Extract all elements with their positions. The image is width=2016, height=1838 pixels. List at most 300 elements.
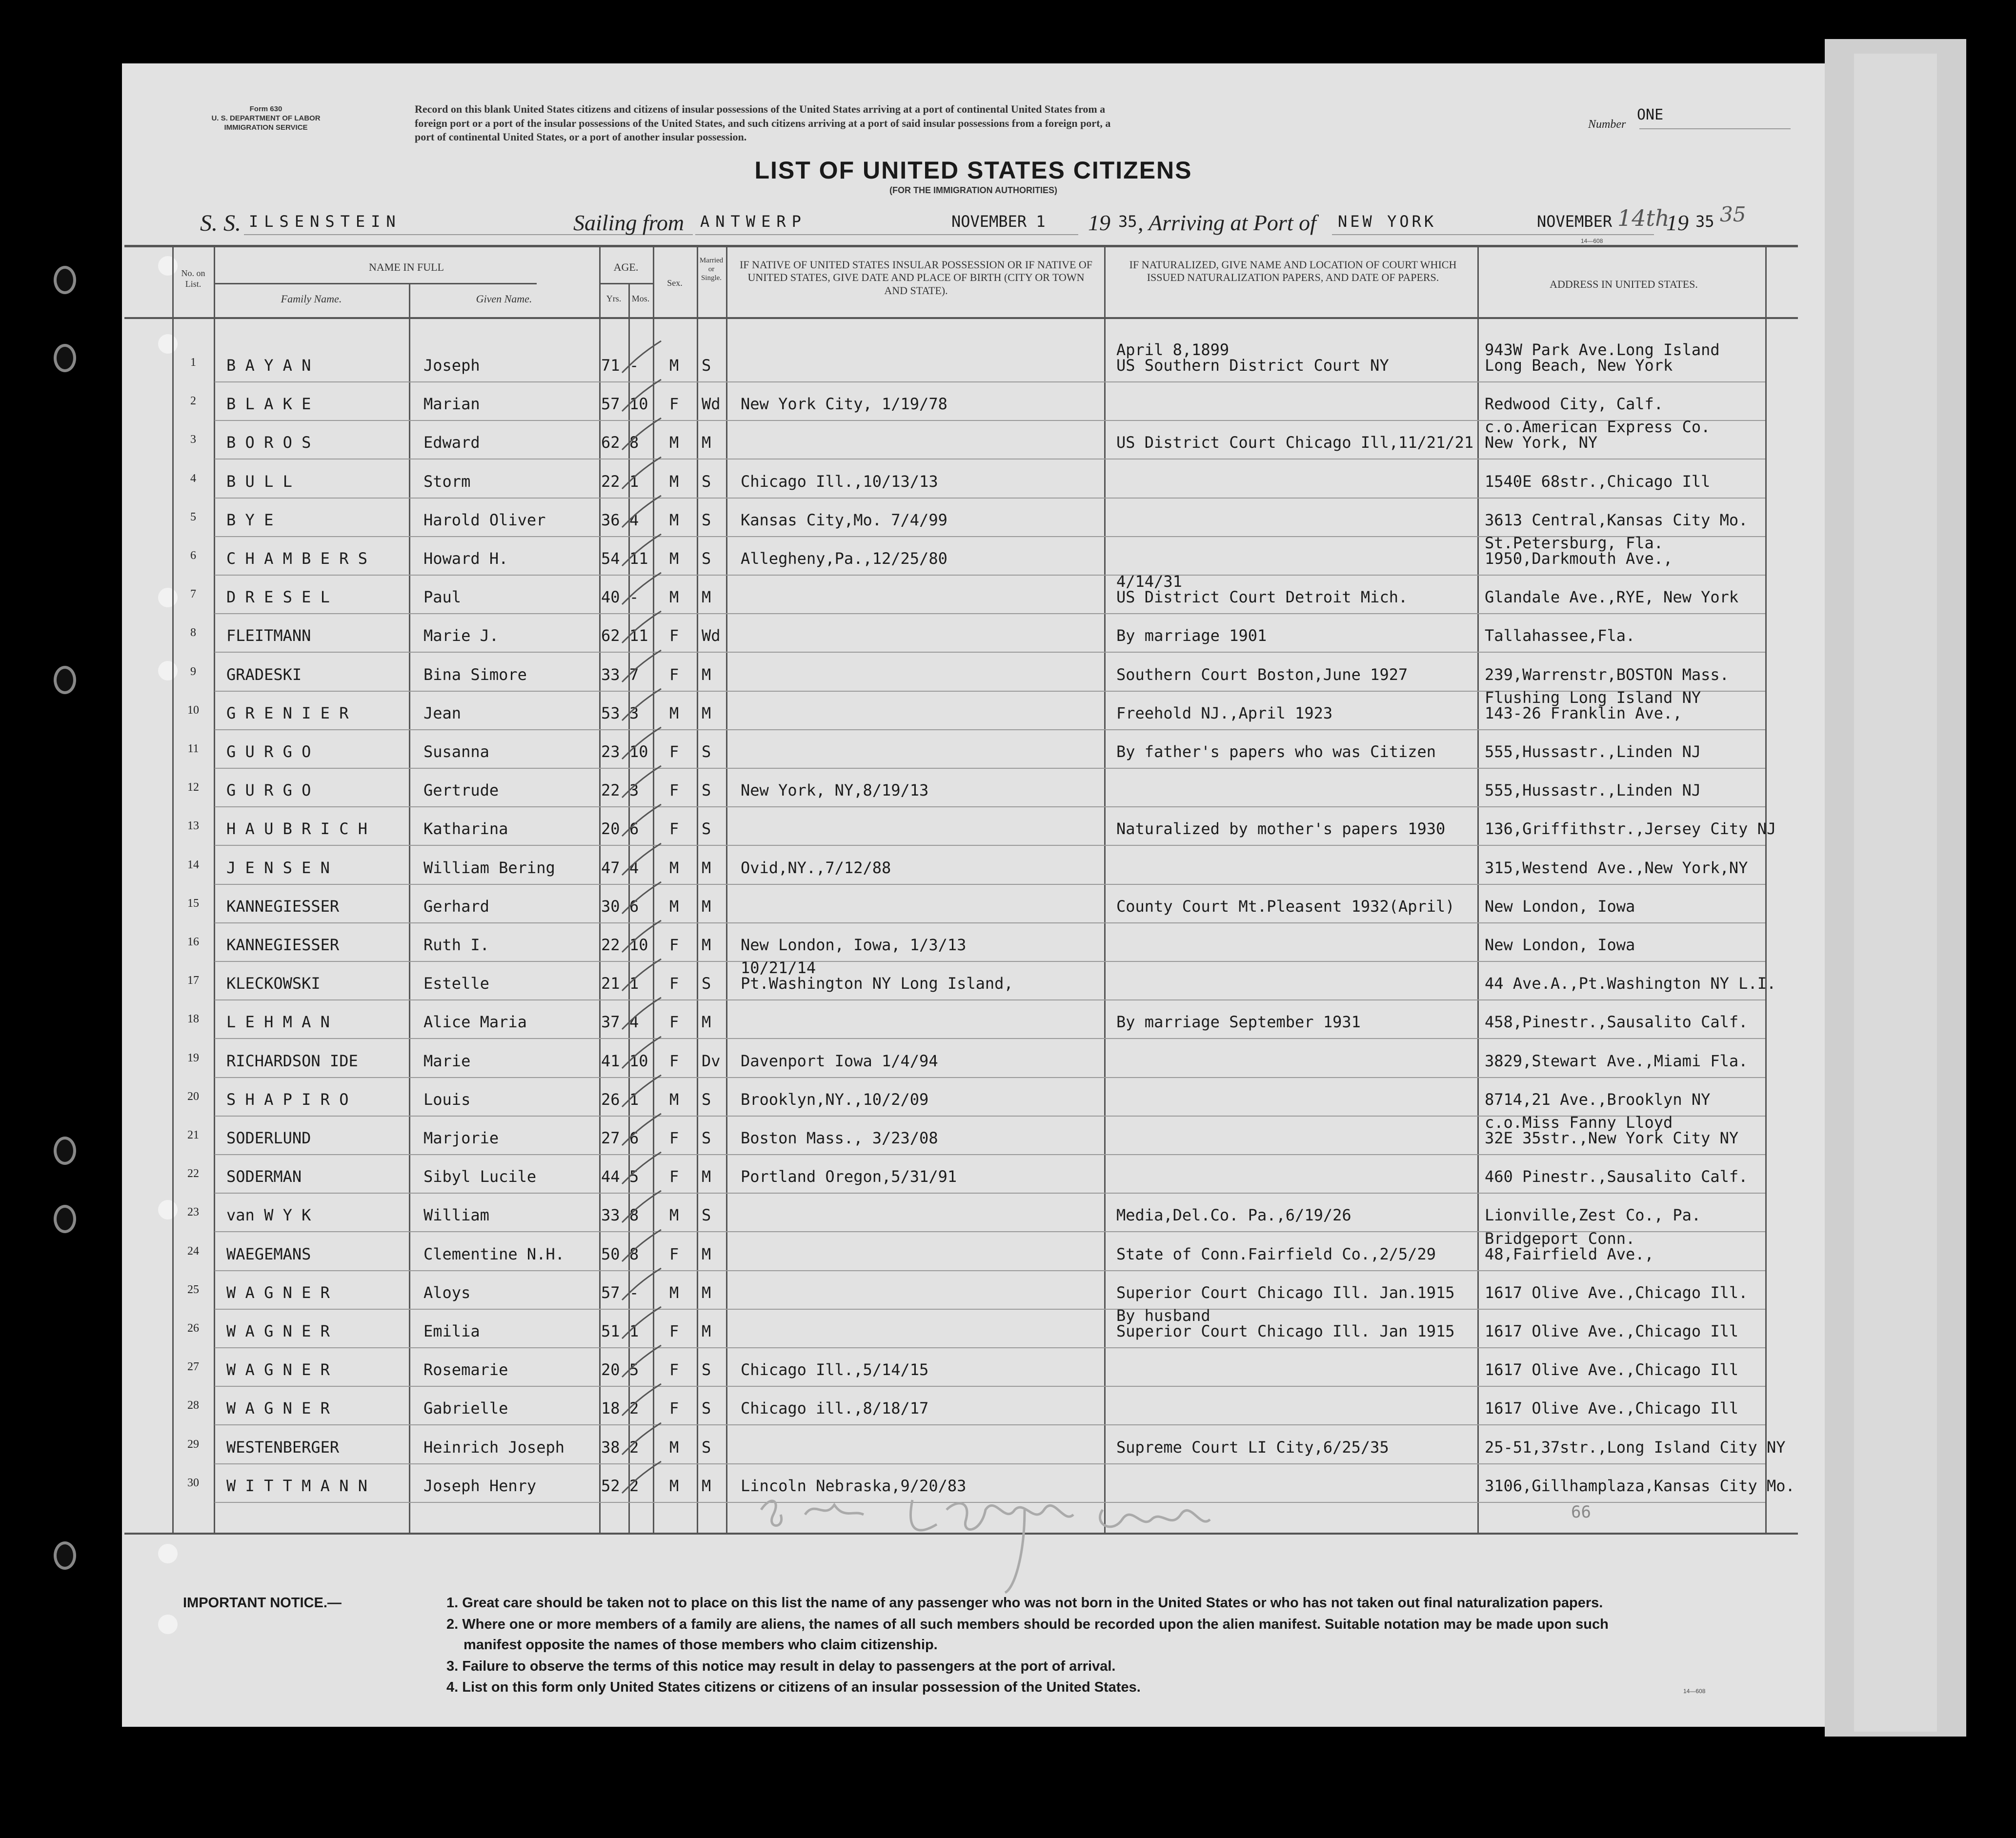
age-years: 41	[601, 1051, 620, 1070]
age-years: 18	[601, 1399, 620, 1418]
marital-status: S	[702, 1090, 711, 1109]
inspector-signature	[751, 1480, 1239, 1607]
sex: F	[669, 974, 679, 993]
marital-status: M	[702, 588, 711, 607]
given-name: Katharina	[423, 819, 508, 839]
row-number: 30	[187, 1476, 199, 1489]
list-number: ONE	[1637, 106, 1664, 123]
age-months: 4	[629, 858, 639, 877]
tally-check-mark	[620, 1073, 664, 1112]
address-line: 1617 Olive Ave.,Chicago Ill	[1485, 1399, 1739, 1418]
age-years: 40	[601, 588, 620, 607]
binder-hole	[54, 666, 76, 694]
given-name: Rosemarie	[423, 1360, 508, 1379]
column-divider	[214, 245, 215, 1533]
address-line: Lionville,Zest Co., Pa.	[1485, 1206, 1701, 1225]
table-top-border	[124, 245, 1798, 247]
sex: F	[669, 1051, 679, 1070]
header-mos: Mos.	[631, 294, 650, 303]
family-name: RICHARDSON IDE	[226, 1051, 358, 1070]
naturalization-info-line: Southern Court Boston,June 1927	[1116, 665, 1408, 684]
birth-info-line: New York, NY,8/19/13	[741, 781, 929, 800]
punch-hole	[158, 334, 178, 354]
family-name: van W Y K	[226, 1206, 311, 1225]
row-rule	[215, 1154, 1765, 1155]
address-line: St.Petersburg, Fla.	[1485, 534, 1664, 552]
given-name: Jean	[423, 703, 462, 722]
row-rule	[215, 845, 1765, 846]
marital-status: S	[702, 1438, 711, 1457]
given-name: Clementine N.H.	[423, 1244, 564, 1263]
tally-check-mark	[620, 879, 664, 919]
row-number: 1	[190, 356, 196, 369]
address-line: 8714,21 Ave.,Brooklyn NY	[1485, 1090, 1711, 1109]
tally-check-mark	[620, 377, 664, 416]
family-name: B O R O S	[226, 433, 311, 452]
age-years: 22	[601, 781, 620, 800]
row-rule	[215, 652, 1765, 653]
tally-check-mark	[620, 1111, 664, 1150]
marital-status: Wd	[702, 395, 721, 414]
row-number: 26	[187, 1322, 199, 1335]
age-months: 1	[629, 1090, 639, 1109]
binder-hole	[54, 1541, 76, 1570]
row-number: 13	[187, 819, 199, 833]
address-line: c.o.Miss Fanny Lloyd	[1485, 1113, 1673, 1132]
age-months: 5	[629, 1167, 639, 1186]
given-name: Sibyl Lucile	[423, 1167, 537, 1186]
age-months: 11	[629, 549, 648, 568]
row-number: 17	[187, 974, 199, 987]
header-married-single: Married or Single.	[699, 257, 724, 282]
family-name: G U R G O	[226, 742, 311, 761]
notice-item-1: 1. Great care should be taken not to place on this list the name of any passenger who was not born in the United States or who has not taken out final naturalization papers.	[446, 1595, 1603, 1611]
age-months: 6	[629, 1129, 639, 1147]
row-rule	[215, 459, 1765, 460]
age-years: 21	[601, 974, 620, 993]
marital-status: M	[702, 897, 711, 916]
punch-hole	[158, 1544, 178, 1563]
address-line: Long Beach, New York	[1485, 356, 1673, 375]
naturalization-info-line: State of Conn.Fairfield Co.,2/5/29	[1116, 1244, 1436, 1263]
family-name: G U R G O	[226, 781, 311, 800]
sex: F	[669, 819, 679, 839]
tally-check-mark	[620, 1381, 664, 1420]
address-line: Bridgeport Conn.	[1485, 1229, 1635, 1248]
sex: F	[669, 936, 679, 954]
address-line: 1540E 68str.,Chicago Ill	[1485, 472, 1711, 491]
from-port: ANTWERP	[700, 212, 807, 231]
back-page-edge	[1854, 54, 1937, 1732]
header-sex: Sex.	[667, 278, 683, 288]
naturalization-info-line: By marriage 1901	[1116, 626, 1267, 645]
naturalization-info-line: 4/14/31	[1116, 572, 1182, 591]
intro-line: foreign port or a port of the insular possessions of the United States, and such citizens arriving at a port of said insular possessions from a foreign port, a	[415, 117, 1111, 129]
marital-status: S	[702, 356, 711, 375]
naturalization-info-line: US Southern District Court NY	[1116, 356, 1389, 375]
address-line: 239,Warrenstr,BOSTON Mass.	[1485, 665, 1729, 684]
row-number: 10	[187, 703, 199, 717]
address-line: 1617 Olive Ave.,Chicago Ill.	[1485, 1283, 1748, 1302]
row-rule	[215, 613, 1765, 614]
column-divider	[599, 245, 601, 1533]
age-years: 71	[601, 356, 620, 375]
tally-check-mark	[620, 609, 664, 648]
marital-status: M	[702, 703, 711, 722]
marital-status: S	[702, 472, 711, 491]
marital-status: M	[702, 936, 711, 954]
row-rule	[215, 1424, 1765, 1425]
age-months: 1	[629, 1322, 639, 1340]
naturalization-info-line: Supreme Court LI City,6/25/35	[1116, 1438, 1389, 1457]
sex: F	[669, 1013, 679, 1032]
sex: F	[669, 1244, 679, 1263]
age-months: 2	[629, 1476, 639, 1495]
row-rule	[215, 961, 1765, 962]
address-line: 25-51,37str.,Long Island City NY	[1485, 1438, 1786, 1457]
age-months: 4	[629, 1013, 639, 1032]
age-years: 22	[601, 472, 620, 491]
sex: M	[669, 1283, 679, 1302]
row-number: 25	[187, 1283, 199, 1296]
row-number: 3	[190, 433, 196, 446]
address-line: New London, Iowa	[1485, 936, 1635, 954]
birth-info-line: Davenport Iowa 1/4/94	[741, 1051, 938, 1070]
sex: F	[669, 1399, 679, 1418]
sex: M	[669, 588, 679, 607]
age-years: 62	[601, 433, 620, 452]
age-years: 36	[601, 510, 620, 529]
form-id-block	[198, 105, 334, 132]
age-months: 11	[629, 626, 648, 645]
age-months: -	[629, 356, 639, 375]
notice-item-2: 2. Where one or more members of a family are aliens, the names of all such members should be recorded upon the alien manifest. Suitable notation may be made upon such	[446, 1617, 1609, 1632]
tally-check-mark	[620, 455, 664, 494]
sex: M	[669, 858, 679, 877]
naturalization-info-line: By marriage September 1931	[1116, 1013, 1361, 1032]
given-name: Bina Simore	[423, 665, 527, 684]
age-months: 4	[629, 510, 639, 529]
naturalization-info-line: County Court Mt.Pleasent 1932(April)	[1116, 897, 1455, 916]
age-months: 10	[629, 742, 648, 761]
row-rule	[215, 575, 1765, 576]
age-months: 3	[629, 781, 639, 800]
sail-date-underline	[937, 234, 1078, 235]
arrive-day: 14th	[1617, 205, 1670, 231]
birth-info-line: Lincoln Nebraska,9/20/83	[741, 1476, 967, 1495]
age-months: 2	[629, 1399, 639, 1418]
age-months: 8	[629, 433, 639, 452]
row-number: 14	[187, 858, 199, 871]
row-number: 11	[187, 742, 199, 755]
given-name: Marie	[423, 1051, 471, 1070]
family-name: KANNEGIESSER	[226, 897, 340, 916]
punch-hole	[158, 1615, 178, 1634]
family-name: W A G N E R	[226, 1399, 330, 1418]
age-years: 30	[601, 897, 620, 916]
column-divider	[1477, 245, 1479, 1533]
marital-status: M	[702, 1283, 711, 1302]
marital-status: S	[702, 510, 711, 529]
row-number: 4	[190, 472, 196, 485]
age-years: 57	[601, 395, 620, 414]
family-name: KLECKOWSKI	[226, 974, 321, 993]
manifest-sheet	[122, 63, 1825, 1727]
ss-label: S. S.	[200, 210, 241, 236]
row-rule	[215, 1193, 1765, 1194]
marital-status: M	[702, 665, 711, 684]
notice-item-4: 4. List on this form only United States citizens or citizens of an insular possession of the United States.	[446, 1679, 1141, 1695]
family-name: J E N S E N	[226, 858, 330, 877]
tally-check-mark	[620, 416, 664, 455]
address-line: 1617 Olive Ave.,Chicago Ill	[1485, 1360, 1739, 1379]
address-line: 3829,Stewart Ave.,Miami Fla.	[1485, 1051, 1748, 1070]
given-name: Alice Maria	[423, 1013, 527, 1032]
row-number: 7	[190, 588, 196, 601]
age-years: 50	[601, 1244, 620, 1263]
header-name-in-full: NAME IN FULL	[369, 261, 444, 273]
given-name: Marian	[423, 395, 480, 414]
notice-heading: IMPORTANT NOTICE.—	[183, 1595, 342, 1611]
age-years: 20	[601, 819, 620, 839]
header-yrs: Yrs.	[606, 294, 622, 303]
column-divider	[697, 245, 698, 1533]
page-subtitle: (FOR THE IMMIGRATION AUTHORITIES)	[889, 185, 1057, 195]
tally-check-mark	[620, 1304, 664, 1343]
naturalization-info-line: Superior Court Chicago Ill. Jan.1915	[1116, 1283, 1455, 1302]
header-address: ADDRESS IN UNITED STATES.	[1550, 278, 1698, 290]
row-rule	[215, 1386, 1765, 1387]
header-family-name: Family Name.	[281, 293, 342, 305]
naturalization-info-line: US District Court Detroit Mich.	[1116, 588, 1408, 607]
table-header-bottom	[124, 317, 1798, 319]
marital-status: M	[702, 1322, 711, 1340]
column-divider	[726, 245, 727, 1533]
birth-info-line: Chicago Ill.,5/14/15	[741, 1360, 929, 1379]
notice-item-2-cont: manifest opposite the names of those members who claim citizenship.	[464, 1637, 938, 1653]
notice-item-3: 3. Failure to observe the terms of this notice may result in delay to passengers at the port of arrival.	[446, 1658, 1116, 1674]
sex: M	[669, 1090, 679, 1109]
age-months: 2	[629, 1438, 639, 1457]
tally-check-mark	[620, 493, 664, 532]
naturalization-info-line: US District Court Chicago Ill,11/21/21	[1116, 433, 1474, 452]
family-name: WESTENBERGER	[226, 1438, 340, 1457]
birth-info-line: Boston Mass., 3/23/08	[741, 1129, 938, 1147]
family-name: B Y E	[226, 510, 274, 529]
year-suffix: 35	[1118, 212, 1137, 231]
family-name: WAEGEMANS	[226, 1244, 311, 1263]
header-given-name: Given Name.	[476, 293, 532, 305]
arrive-date: NOVEMBER	[1537, 212, 1613, 231]
column-divider	[409, 283, 410, 1533]
family-name: SODERMAN	[226, 1167, 302, 1186]
column-divider	[1104, 245, 1106, 1533]
row-number: 22	[187, 1167, 199, 1180]
marital-status: S	[702, 781, 711, 800]
age-months: 10	[629, 395, 648, 414]
family-name: W A G N E R	[226, 1360, 330, 1379]
form-code-bottom: 14—608	[1683, 1688, 1706, 1695]
sex: M	[669, 1206, 679, 1225]
marital-status: S	[702, 1129, 711, 1147]
sex: M	[669, 1438, 679, 1457]
tally-check-mark	[620, 918, 664, 957]
number-label: Number	[1588, 118, 1626, 131]
handwritten-year: 35	[1720, 202, 1746, 226]
address-line: 143-26 Franklin Ave.,	[1485, 703, 1682, 722]
given-name: Paul	[423, 588, 462, 607]
age-months: 10	[629, 1051, 648, 1070]
marital-status: S	[702, 1399, 711, 1418]
tally-check-mark	[620, 995, 664, 1034]
age-header-divider	[600, 283, 654, 284]
tally-check-mark	[620, 802, 664, 841]
sex: F	[669, 665, 679, 684]
address-line: 136,Griffithstr.,Jersey City NJ	[1485, 819, 1776, 839]
header-naturalized: IF NATURALIZED, GIVE NAME AND LOCATION OF COURT WHICH ISSUED NATURALIZATION PAPERS, AND DATE OF PAPERS.	[1129, 259, 1457, 284]
sex: F	[669, 1167, 679, 1186]
marital-status: M	[702, 858, 711, 877]
given-name: Gerhard	[423, 897, 489, 916]
family-name: W I T T M A N N	[226, 1476, 367, 1495]
given-name: Gabrielle	[423, 1399, 508, 1418]
family-name: D R E S E L	[226, 588, 330, 607]
sex: F	[669, 1129, 679, 1147]
marital-status: S	[702, 1360, 711, 1379]
binder-hole	[54, 1205, 76, 1233]
sex: F	[669, 1322, 679, 1340]
age-months: 1	[629, 472, 639, 491]
family-name: W A G N E R	[226, 1283, 330, 1302]
tally-check-mark	[620, 1188, 664, 1227]
address-line: Tallahassee,Fla.	[1485, 626, 1635, 645]
page-mark: 66	[1571, 1502, 1591, 1522]
row-rule	[215, 768, 1765, 769]
marital-status: S	[702, 974, 711, 993]
age-years: 37	[601, 1013, 620, 1032]
birth-info-line: 10/21/14	[741, 959, 816, 978]
birth-info-line: Kansas City,Mo. 7/4/99	[741, 510, 948, 529]
arrive-port: NEW YORK	[1338, 212, 1437, 231]
tally-check-mark	[620, 1459, 664, 1498]
header-native-birth: IF NATIVE OF UNITED STATES INSULAR POSSESSION OR IF NATIVE OF UNITED STATES, GIVE DATE AND PLACE OF BIRTH (CITY OR TOWN AND STATE).	[739, 259, 1093, 297]
given-name: Storm	[423, 472, 471, 491]
header-age: AGE.	[613, 261, 639, 273]
address-line: 555,Hussastr.,Linden NJ	[1485, 781, 1701, 800]
given-name: Heinrich Joseph	[423, 1438, 564, 1457]
birth-info-line: Chicago Ill.,10/13/13	[741, 472, 938, 491]
naturalization-info-line: April 8,1899	[1116, 340, 1230, 359]
sex: M	[669, 356, 679, 375]
tally-check-mark	[620, 1266, 664, 1305]
given-name: Marie J.	[423, 626, 499, 645]
arriving-label: , Arriving at Port of	[1138, 210, 1316, 235]
form-number: Form 630	[249, 105, 282, 113]
sex: F	[669, 1360, 679, 1379]
birth-info-line: Ovid,NY.,7/12/88	[741, 858, 891, 877]
sailing-label: Sailing from	[573, 210, 685, 235]
row-rule	[215, 1077, 1765, 1078]
birth-info-line: Chicago ill.,8/18/17	[741, 1399, 929, 1418]
family-name: S H A P I R O	[226, 1090, 349, 1109]
age-months: 10	[629, 936, 648, 954]
tally-check-mark	[620, 1150, 664, 1189]
birth-info-line: Brooklyn,NY.,10/2/09	[741, 1090, 929, 1109]
binder-hole	[54, 1137, 76, 1165]
marital-status: M	[702, 433, 711, 452]
family-name: SODERLUND	[226, 1129, 311, 1147]
marital-status: M	[702, 1476, 711, 1495]
given-name: Louis	[423, 1090, 471, 1109]
department-label: U. S. DEPARTMENT OF LABOR	[211, 114, 321, 122]
row-number: 8	[190, 626, 196, 639]
binder-hole	[54, 344, 76, 372]
given-name: Ruth I.	[423, 936, 489, 954]
given-name: Aloys	[423, 1283, 471, 1302]
given-name: Susanna	[423, 742, 489, 761]
address-line: 3613 Central,Kansas City Mo.	[1485, 510, 1748, 529]
family-name: B A Y A N	[226, 356, 311, 375]
binder-hole	[54, 266, 76, 294]
naturalization-info-line: Superior Court Chicago Ill. Jan 1915	[1116, 1322, 1455, 1340]
ship-name: ILSENSTEIN	[249, 212, 402, 231]
given-name: Joseph	[423, 356, 480, 375]
name-header-divider	[215, 283, 537, 284]
address-line: 555,Hussastr.,Linden NJ	[1485, 742, 1701, 761]
family-name: C H A M B E R S	[226, 549, 367, 568]
address-line: Redwood City, Calf.	[1485, 395, 1664, 414]
tally-check-mark	[620, 1420, 664, 1459]
family-name: W A G N E R	[226, 1322, 330, 1340]
age-months: 6	[629, 897, 639, 916]
sex: M	[669, 703, 679, 722]
marital-status: S	[702, 819, 711, 839]
given-name: William	[423, 1206, 489, 1225]
intro-line: port of continental United States, or a port of another insular possession.	[415, 131, 747, 143]
naturalization-info-line: By father's papers who was Citizen	[1116, 742, 1436, 761]
naturalization-info-line: Naturalized by mother's papers 1930	[1116, 819, 1446, 839]
birth-info-line: New London, Iowa, 1/3/13	[741, 936, 967, 954]
age-months: 7	[629, 665, 639, 684]
age-months: -	[629, 588, 639, 607]
sex: F	[669, 742, 679, 761]
tally-check-mark	[620, 725, 664, 764]
age-years: 20	[601, 1360, 620, 1379]
address-line: 458,Pinestr.,Sausalito Calf.	[1485, 1013, 1748, 1032]
row-number: 19	[187, 1051, 199, 1064]
birth-info-line: Allegheny,Pa.,12/25/80	[741, 549, 948, 568]
row-number: 6	[190, 549, 196, 562]
sex: M	[669, 549, 679, 568]
sex: F	[669, 781, 679, 800]
given-name: Emilia	[423, 1322, 480, 1340]
given-name: Marjorie	[423, 1129, 499, 1147]
tally-check-mark	[620, 532, 664, 571]
naturalization-info-line: Freehold NJ.,April 1923	[1116, 703, 1333, 722]
address-line: 1950,Darkmouth Ave.,	[1485, 549, 1673, 568]
address-line: New York, NY	[1485, 433, 1598, 452]
sail-date: NOVEMBER 1	[951, 212, 1046, 231]
age-years: 52	[601, 1476, 620, 1495]
tally-check-mark	[620, 1034, 664, 1073]
row-number: 5	[190, 510, 196, 523]
row-rule	[215, 1270, 1765, 1271]
tally-check-mark	[620, 763, 664, 802]
sex: M	[669, 897, 679, 916]
arrive-port-underline	[1332, 234, 1566, 235]
row-rule	[215, 806, 1765, 807]
tally-check-mark	[620, 648, 664, 687]
